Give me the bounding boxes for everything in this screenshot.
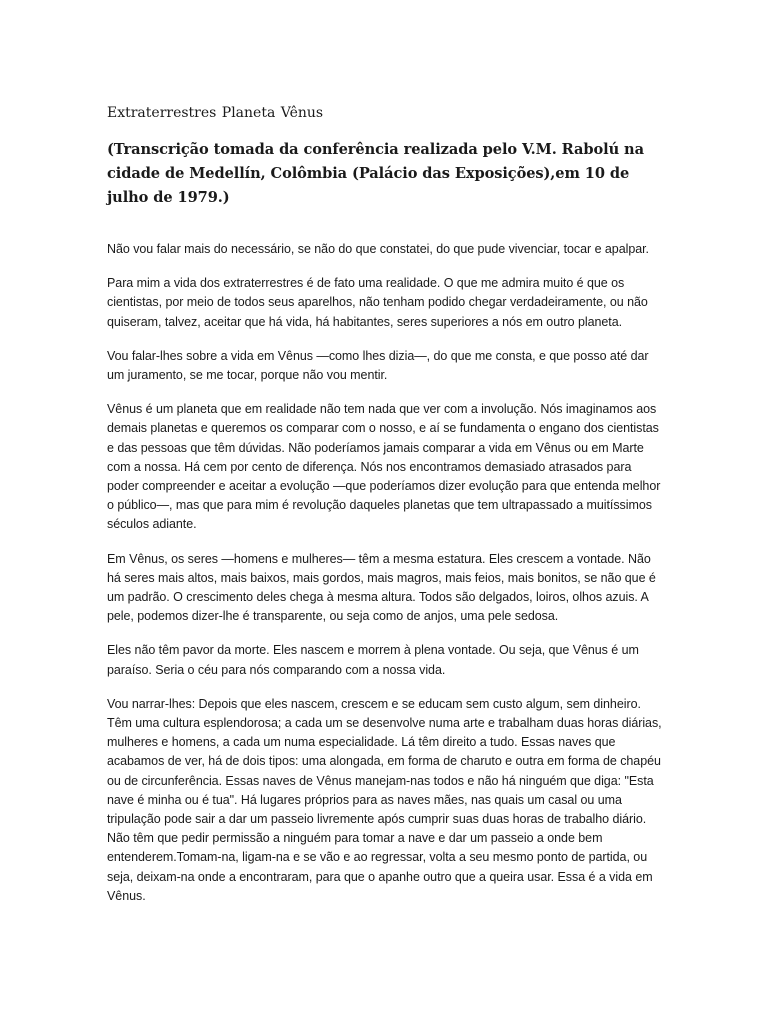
document-content [107,103,663,921]
paragraph: Vou falar-lhes sobre a vida em Vênus —como lhes dizia—, do que me consta, e que posso até dar um juramento, se me tocar, porque não vou mentir. [107,348,649,383]
paragraph: Eles não têm pavor da morte. Eles nascem e morrem à plena vontade. Ou seja, que Vênus é um paraíso. Seria o céu para nós comparando com a nossa vida. [107,643,639,677]
paragraph: Vênus é um planeta que em realidade não tem nada que ver com a involução. Nós imaginamos aos demais planetas e queremos os comparar com o nosso, e aí se fundamenta o engano dos cientistas e das pessoas que têm dúvidas. Não poderíamos jamais comparar a vida em Vênus ou em Marte com a nossa. Há cem por cento de diferença. Nós nos encontramos demasiado atrasados para poder compreender e aceitar a evolução —que poderíamos dizer evolução para que entenda melhor o público—, mas que para mim é revolução daqueles planetas que tem ultrapassado a muitíssimos séculos adiante. [107,402,661,532]
document-title: Extraterrestres Planeta Vênus [107,105,324,121]
document-subtitle: (Transcrição tomada da conferência realizada pelo V.M. Rabolú na cidade de Medellín, Colômbia (Palácio das Exposições),em 10 de julho de 1979.) [107,141,644,206]
paragraph: Não vou falar mais do necessário, se não do que constatei, do que pude vivenciar, tocar e apalpar. [107,242,649,256]
paragraph: Em Vênus, os seres —homens e mulheres— têm a mesma estatura. Eles crescem a vontade. Não há seres mais altos, mais baixos, mais gordos, mais magros, mais feios, mais bonitos, se não que é um padrão. O crescimento deles chega à mesma altura. Todos são delgados, loiros, olhos azuis. A pele, podemos dizer-lhe é transparente, ou seja como de anjos, uma pele sedosa. [107,551,656,624]
paragraph: Para mim a vida dos extraterrestres é de fato uma realidade. O que me admira muito é que os cientistas, por meio de todos seus aparelhos, não tenham podido chegar verdadeiramente, ou não quiseram, talvez, aceitar que há vida, há habitantes, seres superiores a nós em outro planeta. [107,276,648,329]
paragraph: Vou narrar-lhes: Depois que eles nascem, crescem e se educam sem custo algum, sem dinheiro. Têm uma cultura esplendorosa; a cada um se desenvolve numa arte e trabalham duas horas diárias, mulheres e homens, a cada um numa especialidade. Lá têm direito a tudo. Essas naves que acabamos de ver, há de dois tipos: uma alongada, em forma de charuto e outra em forma de chapéu ou de circunferência. Essas naves de Vênus manejam-nas todos e não há ninguém que diga: "Esta nave é minha ou é tua". Há lugares próprios para as naves mães, nas quais um casal ou uma tripulação pode sair a dar um passeio livremente após cumprir suas duas horas de trabalho diário. Não têm que pedir permissão a ninguém para tomar a nave e dar um passeio a onde bem entenderem.Tomam-na, ligam-na e se vão e ao regressar, volta a seu mesmo ponto de partida, ou seja, deixam-na onde a encontraram, para que o apanhe outro que a queira usar. Essa é a vida em Vênus. [107,696,662,903]
